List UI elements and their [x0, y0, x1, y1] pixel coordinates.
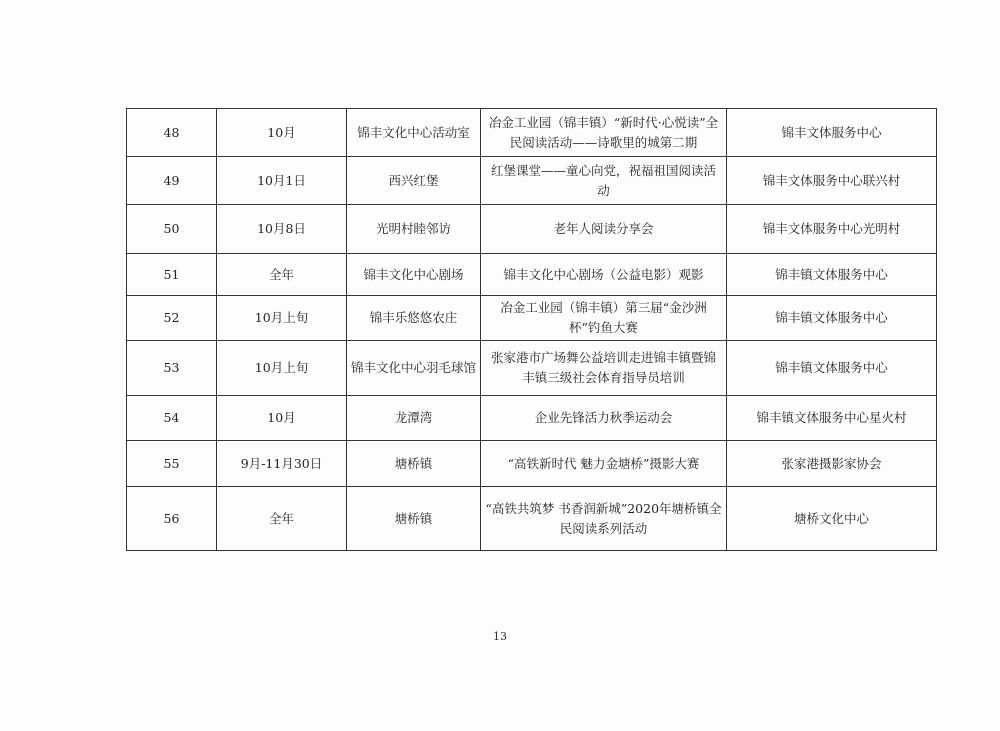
table-row [127, 341, 937, 396]
row-number-cell: 49 [127, 157, 217, 205]
date-cell: 10月上旬 [217, 341, 347, 396]
date-cell: 9月-11月30日 [217, 441, 347, 487]
date-cell: 全年 [217, 254, 347, 296]
date-cell: 10月 [217, 396, 347, 441]
table-row [127, 157, 937, 205]
venue-cell: 锦丰乐悠悠农庄 [347, 296, 481, 341]
row-number-cell: 48 [127, 109, 217, 157]
row-number-cell: 55 [127, 441, 217, 487]
row-number-cell: 54 [127, 396, 217, 441]
activity-schedule-table [126, 108, 937, 551]
activity-cell: “高铁共筑梦 书香润新城”2020年塘桥镇全民阅读系列活动 [481, 487, 727, 551]
table-row [127, 254, 937, 296]
venue-cell: 光明村睦邻访 [347, 205, 481, 254]
activity-cell: 锦丰文化中心剧场（公益电影）观影 [481, 254, 727, 296]
activity-cell: 老年人阅读分享会 [481, 205, 727, 254]
organizer-cell: 锦丰镇文体服务中心 [727, 296, 937, 341]
date-cell: 10月上旬 [217, 296, 347, 341]
table-row [127, 205, 937, 254]
activity-cell: 冶金工业园（锦丰镇）“新时代·心悦读”全民阅读活动——诗歌里的城第二期 [481, 109, 727, 157]
organizer-cell: 张家港摄影家协会 [727, 441, 937, 487]
venue-cell: 塘桥镇 [347, 441, 481, 487]
row-number-cell: 53 [127, 341, 217, 396]
page-number: 13 [493, 630, 507, 643]
venue-cell: 锦丰文化中心活动室 [347, 109, 481, 157]
row-number-cell: 50 [127, 205, 217, 254]
activity-cell: “高铁新时代 魅力金塘桥”摄影大赛 [481, 441, 727, 487]
activity-cell: 冶金工业园（锦丰镇）第三届“金沙洲杯”钓鱼大赛 [481, 296, 727, 341]
table-row [127, 441, 937, 487]
organizer-cell: 锦丰文体服务中心 [727, 109, 937, 157]
date-cell: 10月8日 [217, 205, 347, 254]
organizer-cell: 锦丰镇文体服务中心星火村 [727, 396, 937, 441]
organizer-cell: 锦丰文体服务中心联兴村 [727, 157, 937, 205]
date-cell: 10月1日 [217, 157, 347, 205]
date-cell: 10月 [217, 109, 347, 157]
row-number-cell: 51 [127, 254, 217, 296]
row-number-cell: 52 [127, 296, 217, 341]
activity-cell: 红堡课堂——童心向党，祝福祖国阅读活动 [481, 157, 727, 205]
venue-cell: 龙潭湾 [347, 396, 481, 441]
venue-cell: 西兴红堡 [347, 157, 481, 205]
activity-cell: 企业先锋活力秋季运动会 [481, 396, 727, 441]
table-row [127, 296, 937, 341]
venue-cell: 锦丰文化中心羽毛球馆 [347, 341, 481, 396]
organizer-cell: 锦丰镇文体服务中心 [727, 341, 937, 396]
table-row [127, 396, 937, 441]
organizer-cell: 锦丰文体服务中心光明村 [727, 205, 937, 254]
venue-cell: 锦丰文化中心剧场 [347, 254, 481, 296]
organizer-cell: 锦丰镇文体服务中心 [727, 254, 937, 296]
organizer-cell: 塘桥文化中心 [727, 487, 937, 551]
row-number-cell: 56 [127, 487, 217, 551]
table-row [127, 109, 937, 157]
activity-cell: 张家港市广场舞公益培训走进锦丰镇暨锦丰镇三级社会体育指导员培训 [481, 341, 727, 396]
venue-cell: 塘桥镇 [347, 487, 481, 551]
date-cell: 全年 [217, 487, 347, 551]
table-row [127, 487, 937, 551]
